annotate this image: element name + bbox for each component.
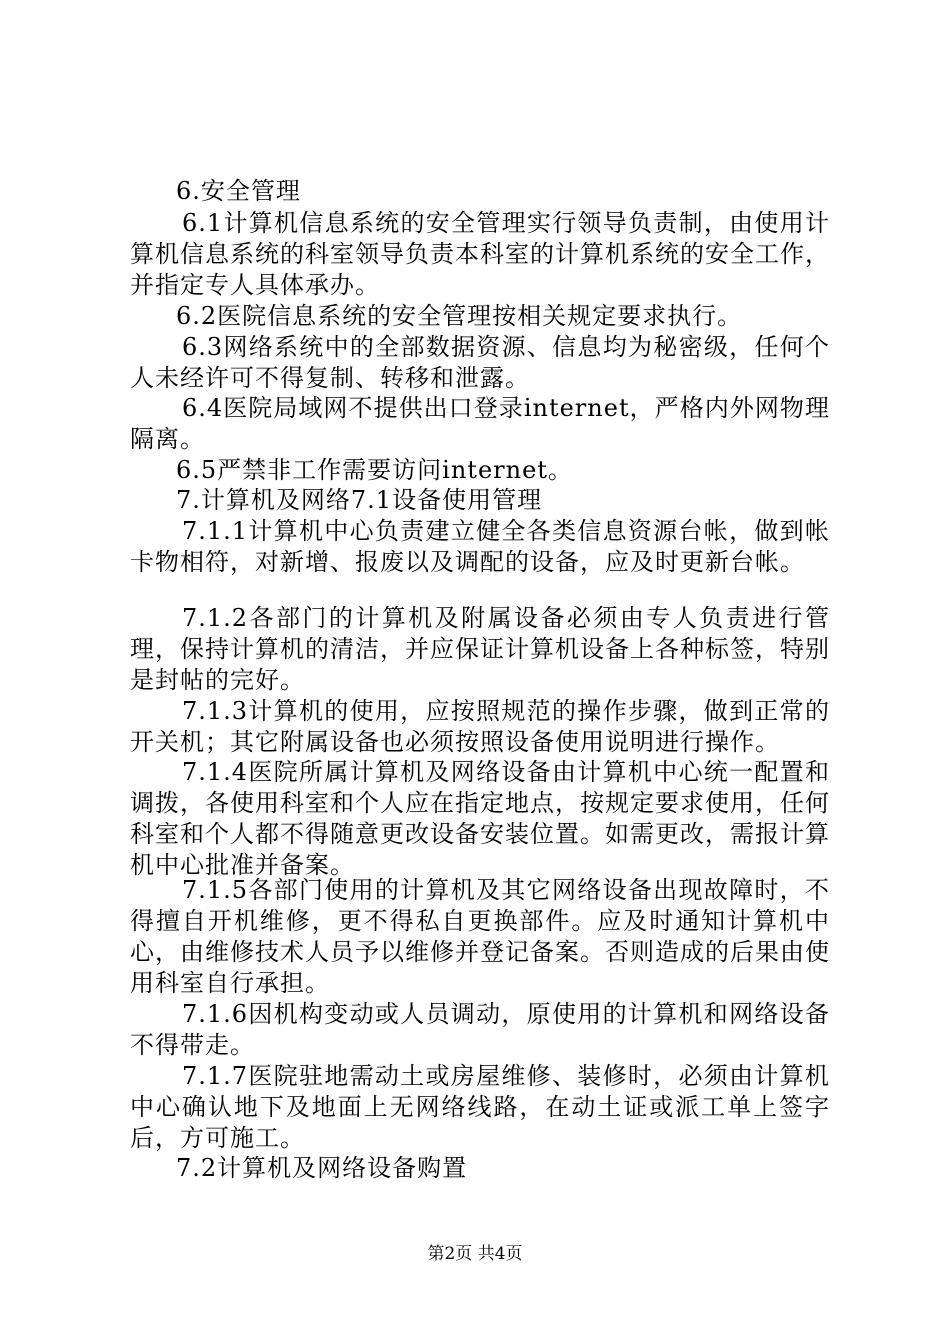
heading-7: 7.计算机及网络7.1设备使用管理: [176, 486, 543, 514]
paragraph-6-1: 6.1计算机信息系统的安全管理实行领导负责制，由使用计算机信息系统的科室领导负责本科室的计算机系统的安全工作，并指定专人具体承办。: [130, 209, 830, 299]
paragraph-7-1-1: 7.1.1计算机中心负责建立健全各类信息资源台帐，做到帐卡物相符，对新增、报废以及调配的设备，应及时更新台帐。: [130, 517, 830, 576]
paragraph-6-2: 6.2医院信息系统的安全管理按相关规定要求执行。: [176, 302, 743, 330]
heading-6: 6.安全管理: [176, 177, 301, 205]
paragraph-7-1-5: 7.1.5各部门使用的计算机及其它网络设备出现故障时，不得擅自开机维修，更不得私自更换部件。应及时通知计算机中心，由维修技术人员予以维修并登记备案。否则造成的后果由使用科室自行承担。: [130, 876, 830, 997]
paragraph-7-1-7: 7.1.7医院驻地需动土或房屋维修、装修时，必须由计算机中心确认地下及地面上无网络线路，在动土证或派工单上签字后，方可施工。: [130, 1062, 830, 1152]
heading-7-2: 7.2计算机及网络设备购置: [176, 1154, 468, 1182]
paragraph-7-1-4: 7.1.4医院所属计算机及网络设备由计算机中心统一配置和调拨，各使用科室和个人应在指定地点，按规定要求使用，任何科室和个人都不得随意更改设备安装位置。如需更改，需报计算机中心批准并备案。: [130, 758, 830, 879]
paragraph-6-3: 6.3网络系统中的全部数据资源、信息均为秘密级，任何个人未经许可不得复制、转移和泄露。: [130, 333, 830, 392]
paragraph-7-1-3: 7.1.3计算机的使用，应按照规范的操作步骤，做到正常的开关机；其它附属设备也必须按照设备使用说明进行操作。: [130, 697, 830, 756]
paragraph-6-4: 6.4医院局域网不提供出口登录internet，严格内外网物理隔离。: [130, 394, 830, 453]
page-number-footer: 第2页 共4页: [427, 1244, 523, 1264]
paragraph-7-1-6: 7.1.6因机构变动或人员调动，原使用的计算机和网络设备不得带走。: [130, 1000, 830, 1059]
paragraph-7-1-2: 7.1.2各部门的计算机及附属设备必须由专人负责进行管理，保持计算机的清洁，并应保证计算机设备上各种标签，特别是封帖的完好。: [130, 604, 830, 694]
paragraph-6-5: 6.5严禁非工作需要访问internet。: [176, 456, 573, 484]
